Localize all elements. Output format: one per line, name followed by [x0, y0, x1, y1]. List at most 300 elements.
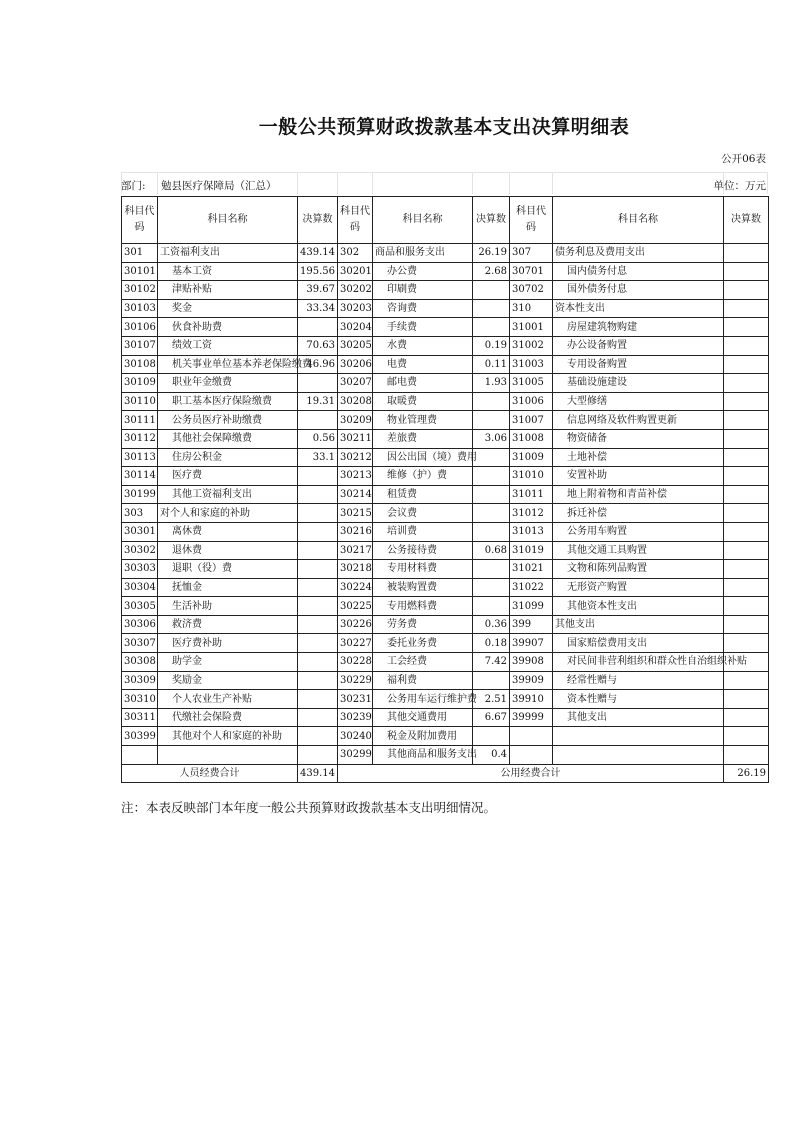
code-cell: 30216 [338, 522, 373, 541]
name-cell: 公务接待费 [373, 541, 473, 560]
amount-cell [724, 467, 769, 486]
name-cell: 拆迁补偿 [553, 504, 724, 523]
amount-cell: 46.96 [298, 355, 338, 374]
name-cell: 公务用车购置 [553, 522, 724, 541]
table-row [122, 708, 769, 727]
amount-cell [473, 318, 510, 337]
name-cell: 其他交通费用 [373, 708, 473, 727]
code-cell: 39907 [510, 634, 553, 653]
name-cell: 信息网络及软件购置更新 [553, 411, 724, 430]
table-row [122, 374, 769, 393]
code-cell: 30209 [338, 411, 373, 430]
code-cell: 31006 [510, 392, 553, 411]
amount-cell [724, 281, 769, 300]
amount-cell [724, 262, 769, 281]
code-cell: 30239 [338, 708, 373, 727]
code-cell: 310 [510, 299, 553, 318]
amount-cell: 2.51 [473, 690, 510, 709]
totals-row [122, 764, 769, 783]
code-cell: 30218 [338, 560, 373, 579]
amount-cell [724, 690, 769, 709]
amount-cell [724, 244, 769, 263]
amount-cell: 0.36 [473, 615, 510, 634]
amount-cell [473, 504, 510, 523]
code-cell: 30240 [338, 727, 373, 746]
code-cell: 31019 [510, 541, 553, 560]
code-cell: 30112 [122, 429, 158, 448]
name-cell: 取暖费 [373, 392, 473, 411]
name-cell: 维修（护）费 [373, 467, 473, 486]
name-cell: 其他交通工具购置 [553, 541, 724, 560]
code-cell [122, 746, 158, 765]
name-cell: 税金及附加费用 [373, 727, 473, 746]
header-amount-1: 决算数 [298, 197, 338, 244]
amount-cell [473, 671, 510, 690]
table-row [122, 578, 769, 597]
amount-cell [298, 746, 338, 765]
code-cell: 30114 [122, 467, 158, 486]
amount-cell: 0.56 [298, 429, 338, 448]
form-code: 公开06表 [721, 153, 766, 165]
name-cell: 个人农业生产补贴 [158, 690, 298, 709]
amount-cell: 0.4 [473, 746, 510, 765]
amount-cell: 19.31 [298, 392, 338, 411]
amount-cell [298, 634, 338, 653]
name-cell: 其他支出 [553, 708, 724, 727]
name-cell: 基本工资 [158, 262, 298, 281]
amount-cell: 195.56 [298, 262, 338, 281]
code-cell: 30228 [338, 653, 373, 672]
name-cell: 其他工资福利支出 [158, 485, 298, 504]
name-cell: 邮电费 [373, 374, 473, 393]
code-cell: 31013 [510, 522, 553, 541]
name-cell: 其他资本性支出 [553, 597, 724, 616]
amount-cell [724, 615, 769, 634]
name-cell: 工资福利支出 [158, 244, 298, 263]
name-cell: 国外债务付息 [553, 281, 724, 300]
code-cell: 30199 [122, 485, 158, 504]
amount-cell [724, 560, 769, 579]
amount-cell [298, 671, 338, 690]
name-cell: 办公设备购置 [553, 336, 724, 355]
amount-cell [724, 411, 769, 430]
code-cell: 31021 [510, 560, 553, 579]
unit-label: 单位：万元 [713, 180, 766, 192]
table-row [122, 560, 769, 579]
header-code-3: 科目代码 [510, 197, 553, 244]
code-cell: 30208 [338, 392, 373, 411]
table-row [122, 541, 769, 560]
name-cell: 津贴补贴 [158, 281, 298, 300]
name-cell: 租赁费 [373, 485, 473, 504]
name-cell: 工会经费 [373, 653, 473, 672]
code-cell: 30214 [338, 485, 373, 504]
code-cell: 30310 [122, 690, 158, 709]
code-cell: 30207 [338, 374, 373, 393]
name-cell: 离休费 [158, 522, 298, 541]
amount-cell [724, 448, 769, 467]
code-cell: 30213 [338, 467, 373, 486]
table-row [122, 597, 769, 616]
code-cell: 30225 [338, 597, 373, 616]
table-header-row [122, 197, 769, 244]
name-cell: 公务用车运行维护费 [373, 690, 473, 709]
code-cell: 31012 [510, 504, 553, 523]
amount-cell [724, 671, 769, 690]
name-cell: 资本性支出 [553, 299, 724, 318]
code-cell: 30309 [122, 671, 158, 690]
amount-cell [298, 560, 338, 579]
code-cell: 30305 [122, 597, 158, 616]
amount-cell [298, 411, 338, 430]
amount-cell [724, 634, 769, 653]
code-cell: 30204 [338, 318, 373, 337]
code-cell: 30205 [338, 336, 373, 355]
code-cell: 30109 [122, 374, 158, 393]
code-cell: 30226 [338, 615, 373, 634]
table-row [122, 467, 769, 486]
page-title: 一般公共预算财政拨款基本支出决算明细表 [258, 116, 630, 138]
personnel-total-value: 439.14 [298, 764, 338, 783]
name-cell: 奖金 [158, 299, 298, 318]
table-row [122, 448, 769, 467]
amount-cell: 70.63 [298, 336, 338, 355]
name-cell: 资本性赠与 [553, 690, 724, 709]
code-cell: 399 [510, 615, 553, 634]
table-row [122, 746, 769, 765]
code-cell: 30301 [122, 522, 158, 541]
name-cell: 机关事业单位基本养老保险缴费 [158, 355, 298, 374]
name-cell: 职工基本医疗保险缴费 [158, 392, 298, 411]
code-cell: 31008 [510, 429, 553, 448]
code-cell: 30299 [338, 746, 373, 765]
name-cell: 因公出国（境）费用 [373, 448, 473, 467]
name-cell: 商品和服务支出 [373, 244, 473, 263]
code-cell: 30306 [122, 615, 158, 634]
amount-cell [298, 485, 338, 504]
amount-cell [473, 299, 510, 318]
code-cell: 30202 [338, 281, 373, 300]
name-cell: 公务员医疗补助缴费 [158, 411, 298, 430]
code-cell [510, 746, 553, 765]
amount-cell [473, 411, 510, 430]
amount-cell: 7.42 [473, 653, 510, 672]
amount-cell [298, 541, 338, 560]
code-cell: 30224 [338, 578, 373, 597]
footnote: 注：本表反映部门本年度一般公共预算财政拨款基本支出明细情况。 [121, 800, 497, 815]
name-cell: 物业管理费 [373, 411, 473, 430]
amount-cell [473, 727, 510, 746]
name-cell: 水费 [373, 336, 473, 355]
amount-cell [724, 504, 769, 523]
name-cell: 抚恤金 [158, 578, 298, 597]
table-row [122, 522, 769, 541]
name-cell: 房屋建筑物购建 [553, 318, 724, 337]
amount-cell [724, 597, 769, 616]
code-cell [510, 727, 553, 746]
table-row [122, 485, 769, 504]
table-row [122, 262, 769, 281]
code-cell: 301 [122, 244, 158, 263]
table-row [122, 634, 769, 653]
name-cell: 绩效工资 [158, 336, 298, 355]
name-cell: 其他对个人和家庭的补助 [158, 727, 298, 746]
code-cell: 31005 [510, 374, 553, 393]
amount-cell: 0.68 [473, 541, 510, 560]
name-cell: 对民间非营利组织和群众性自治组织补贴 [553, 653, 724, 672]
header-code-2: 科目代码 [338, 197, 373, 244]
table-row [122, 281, 769, 300]
code-cell: 30702 [510, 281, 553, 300]
name-cell [553, 727, 724, 746]
amount-cell [298, 615, 338, 634]
name-cell [553, 746, 724, 765]
amount-cell [298, 690, 338, 709]
name-cell: 退职（役）费 [158, 560, 298, 579]
public-total-value: 26.19 [724, 764, 769, 783]
name-cell: 大型修缮 [553, 392, 724, 411]
header-amount-2: 决算数 [473, 197, 510, 244]
code-cell: 30303 [122, 560, 158, 579]
name-cell: 物资储备 [553, 429, 724, 448]
amount-cell: 0.11 [473, 355, 510, 374]
name-cell: 土地补偿 [553, 448, 724, 467]
amount-cell [298, 597, 338, 616]
amount-cell [298, 504, 338, 523]
amount-cell [473, 485, 510, 504]
header-code-1: 科目代码 [122, 197, 158, 244]
amount-cell [724, 429, 769, 448]
amount-cell: 1.93 [473, 374, 510, 393]
amount-cell [724, 392, 769, 411]
table-row [122, 336, 769, 355]
department-name: 勉县医疗保障局（汇总） [161, 180, 277, 192]
name-cell: 国家赔偿费用支出 [553, 634, 724, 653]
code-cell: 303 [122, 504, 158, 523]
name-cell: 电费 [373, 355, 473, 374]
header-amount-3: 决算数 [724, 197, 769, 244]
amount-cell [724, 578, 769, 597]
code-cell: 30227 [338, 634, 373, 653]
name-cell: 经常性赠与 [553, 671, 724, 690]
name-cell: 差旅费 [373, 429, 473, 448]
amount-cell [473, 281, 510, 300]
amount-cell [724, 299, 769, 318]
name-cell: 专用设备购置 [553, 355, 724, 374]
code-cell: 30399 [122, 727, 158, 746]
code-cell: 39909 [510, 671, 553, 690]
expenditure-table [121, 196, 769, 783]
amount-cell [724, 485, 769, 504]
code-cell: 30217 [338, 541, 373, 560]
amount-cell: 0.18 [473, 634, 510, 653]
code-cell: 30108 [122, 355, 158, 374]
code-cell: 30103 [122, 299, 158, 318]
amount-cell [298, 727, 338, 746]
name-cell: 会议费 [373, 504, 473, 523]
amount-cell [724, 727, 769, 746]
name-cell: 退休费 [158, 541, 298, 560]
code-cell: 30212 [338, 448, 373, 467]
name-cell: 文物和陈列品购置 [553, 560, 724, 579]
name-cell: 其他社会保障缴费 [158, 429, 298, 448]
name-cell: 医疗费补助 [158, 634, 298, 653]
amount-cell [724, 336, 769, 355]
amount-cell [473, 578, 510, 597]
table-row [122, 615, 769, 634]
name-cell: 奖励金 [158, 671, 298, 690]
code-cell: 30110 [122, 392, 158, 411]
amount-cell [298, 467, 338, 486]
amount-cell [298, 653, 338, 672]
name-cell [158, 746, 298, 765]
code-cell: 31002 [510, 336, 553, 355]
table-row [122, 429, 769, 448]
table-row [122, 504, 769, 523]
amount-cell [724, 355, 769, 374]
name-cell: 无形资产购置 [553, 578, 724, 597]
code-cell: 39999 [510, 708, 553, 727]
name-cell: 债务利息及费用支出 [553, 244, 724, 263]
amount-cell [298, 522, 338, 541]
code-cell: 30701 [510, 262, 553, 281]
code-cell: 30304 [122, 578, 158, 597]
amount-cell: 0.19 [473, 336, 510, 355]
code-cell: 31022 [510, 578, 553, 597]
name-cell: 职业年金缴费 [158, 374, 298, 393]
name-cell: 专用材料费 [373, 560, 473, 579]
code-cell: 30206 [338, 355, 373, 374]
amount-cell [724, 318, 769, 337]
amount-cell: 33.1 [298, 448, 338, 467]
name-cell: 办公费 [373, 262, 473, 281]
amount-cell [298, 318, 338, 337]
name-cell: 医疗费 [158, 467, 298, 486]
code-cell: 30302 [122, 541, 158, 560]
public-total-label: 公用经费合计 [338, 764, 724, 783]
amount-cell [473, 392, 510, 411]
amount-cell [473, 448, 510, 467]
code-cell: 39910 [510, 690, 553, 709]
name-cell: 手续费 [373, 318, 473, 337]
amount-cell [724, 746, 769, 765]
amount-cell [724, 374, 769, 393]
table-row [122, 671, 769, 690]
code-cell: 30102 [122, 281, 158, 300]
code-cell: 30307 [122, 634, 158, 653]
name-cell: 委托业务费 [373, 634, 473, 653]
code-cell: 30113 [122, 448, 158, 467]
code-cell: 30106 [122, 318, 158, 337]
amount-cell: 26.19 [473, 244, 510, 263]
amount-cell [724, 522, 769, 541]
code-cell: 30201 [338, 262, 373, 281]
name-cell: 基础设施建设 [553, 374, 724, 393]
code-cell: 30111 [122, 411, 158, 430]
code-cell: 30308 [122, 653, 158, 672]
table-row [122, 411, 769, 430]
code-cell: 30229 [338, 671, 373, 690]
name-cell: 对个人和家庭的补助 [158, 504, 298, 523]
name-cell: 印刷费 [373, 281, 473, 300]
code-cell: 307 [510, 244, 553, 263]
amount-cell [473, 467, 510, 486]
code-cell: 31099 [510, 597, 553, 616]
code-cell: 30215 [338, 504, 373, 523]
table-row [122, 690, 769, 709]
name-cell: 专用燃料费 [373, 597, 473, 616]
code-cell: 30231 [338, 690, 373, 709]
header-name-2: 科目名称 [373, 197, 473, 244]
name-cell: 其他支出 [553, 615, 724, 634]
name-cell: 救济费 [158, 615, 298, 634]
header-name-3: 科目名称 [553, 197, 724, 244]
code-cell: 31010 [510, 467, 553, 486]
code-cell: 39908 [510, 653, 553, 672]
amount-cell: 3.06 [473, 429, 510, 448]
name-cell: 国内债务付息 [553, 262, 724, 281]
table-row [122, 318, 769, 337]
table-row [122, 392, 769, 411]
amount-cell [298, 374, 338, 393]
amount-cell: 2.68 [473, 262, 510, 281]
table-row [122, 299, 769, 318]
name-cell: 住房公积金 [158, 448, 298, 467]
amount-cell [298, 578, 338, 597]
code-cell: 30211 [338, 429, 373, 448]
name-cell: 咨询费 [373, 299, 473, 318]
name-cell: 伙食补助费 [158, 318, 298, 337]
code-cell: 30311 [122, 708, 158, 727]
name-cell: 被装购置费 [373, 578, 473, 597]
table-row [122, 355, 769, 374]
code-cell: 31003 [510, 355, 553, 374]
table-row [122, 653, 769, 672]
header-name-1: 科目名称 [158, 197, 298, 244]
amount-cell: 39.67 [298, 281, 338, 300]
department-label: 部门: [121, 180, 146, 192]
name-cell: 福利费 [373, 671, 473, 690]
amount-cell: 439.14 [298, 244, 338, 263]
code-cell: 31011 [510, 485, 553, 504]
code-cell: 31009 [510, 448, 553, 467]
amount-cell [473, 522, 510, 541]
name-cell: 助学金 [158, 653, 298, 672]
code-cell: 31001 [510, 318, 553, 337]
code-cell: 30203 [338, 299, 373, 318]
amount-cell [473, 597, 510, 616]
amount-cell [473, 560, 510, 579]
table-row [122, 727, 769, 746]
code-cell: 31007 [510, 411, 553, 430]
name-cell: 培训费 [373, 522, 473, 541]
name-cell: 地上附着物和青苗补偿 [553, 485, 724, 504]
code-cell: 302 [338, 244, 373, 263]
table-row [122, 244, 769, 263]
name-cell: 安置补助 [553, 467, 724, 486]
amount-cell [724, 708, 769, 727]
code-cell: 30107 [122, 336, 158, 355]
code-cell: 30101 [122, 262, 158, 281]
personnel-total-label: 人员经费合计 [122, 764, 298, 783]
name-cell: 代缴社会保险费 [158, 708, 298, 727]
name-cell: 劳务费 [373, 615, 473, 634]
name-cell: 生活补助 [158, 597, 298, 616]
amount-cell: 6.67 [473, 708, 510, 727]
amount-cell: 33.34 [298, 299, 338, 318]
amount-cell [724, 541, 769, 560]
name-cell: 其他商品和服务支出 [373, 746, 473, 765]
